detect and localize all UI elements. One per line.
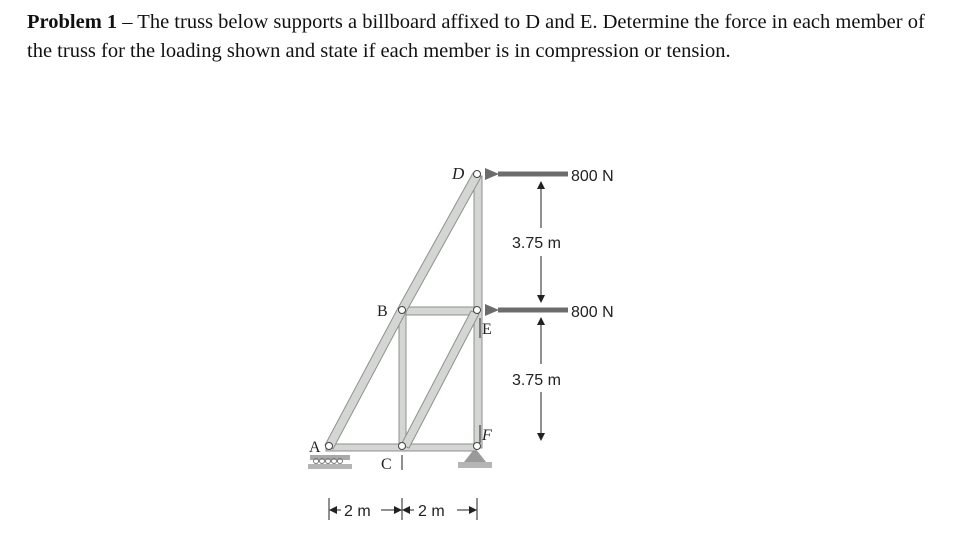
joint-label-d: D — [452, 164, 465, 183]
height-label-lower: 3.75 m — [512, 372, 561, 389]
roller-support — [308, 455, 352, 469]
height-label-upper: 3.75 m — [512, 235, 561, 252]
joint-label-a: A — [309, 439, 321, 456]
problem-dash: – — [117, 11, 138, 33]
joint-label-f: F — [482, 427, 492, 444]
load-label-top: 800 N — [571, 168, 614, 185]
joint-label-b: B — [377, 303, 388, 320]
problem-heading: Problem 1 — [27, 11, 118, 33]
span-label-left: 2 m — [344, 503, 371, 520]
joint-label-e: E — [482, 321, 492, 338]
problem-body: The truss below supports a billboard affixed to D and E. Determine the force in each member of the truss for the loading shown and state if each member is in compression or tension. — [27, 11, 925, 62]
span-label-right: 2 m — [418, 503, 445, 520]
load-label-middle: 800 N — [571, 304, 614, 321]
joint-label-c: C — [381, 456, 392, 473]
